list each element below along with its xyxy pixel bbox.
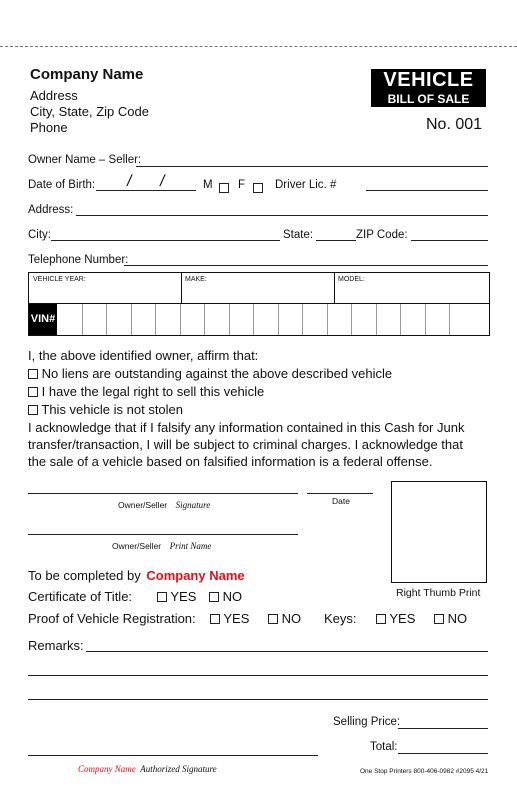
form-number: No. 001 [426, 116, 483, 133]
keys-yes [376, 611, 415, 626]
gender-m-label: M [203, 179, 213, 191]
company-name: Company Name [30, 66, 144, 83]
total-label: Total: [370, 741, 398, 753]
thumb-print-label: Right Thumb Print [396, 587, 481, 599]
vehicle-make-cell[interactable] [181, 273, 334, 303]
date-label: Date [332, 496, 350, 506]
vin-char-cell[interactable] [82, 304, 108, 335]
cert-title-no-label: NO [222, 589, 243, 604]
ack-line-2: transfer/transaction, I will be subject to criminal charges. I acknowledge that [28, 437, 463, 452]
owner-seller-label: Owner/Seller [112, 541, 162, 551]
dob-separator-1: / [125, 173, 134, 190]
proof-reg-yes-checkbox[interactable] [210, 614, 220, 624]
gender-f-checkbox[interactable] [253, 180, 263, 198]
vin-char-cell[interactable] [155, 304, 181, 335]
proof-reg-label: Proof of Vehicle Registration: [28, 611, 196, 626]
vehicle-year-label: VEHICLE YEAR: [33, 276, 86, 283]
proof-reg-no [268, 611, 301, 626]
printer-credit: One Stop Printers 800-406-0982 #2095 4/21 [360, 768, 489, 775]
dob-line[interactable] [96, 190, 196, 191]
total-line[interactable] [398, 753, 488, 754]
vin-char-cell[interactable] [180, 304, 206, 335]
print-name-line[interactable] [28, 534, 298, 535]
owner-signature-caption [118, 495, 210, 513]
company-city-state-zip: City, State, Zip Code [30, 104, 149, 119]
vin-char-cell[interactable] [302, 304, 328, 335]
vin-char-cell[interactable] [57, 304, 82, 335]
affirm-checkbox-1[interactable] [28, 369, 38, 379]
affirm-intro: I, the above identified owner, affirm that: [28, 348, 259, 363]
vin-char-cell[interactable] [327, 304, 353, 335]
vin-char-cell[interactable] [449, 304, 475, 335]
remarks-line-3[interactable] [28, 699, 488, 700]
ack-line-1: I acknowledge that if I falsify any information contained in this Cash for Junk [28, 420, 465, 435]
perforation-line [0, 46, 517, 47]
date-line[interactable] [307, 493, 373, 494]
vin-char-cell[interactable] [376, 304, 402, 335]
dob-label: Date of Birth: [28, 179, 96, 191]
telephone-label: Telephone Number: [28, 254, 129, 266]
signature-label: Signature [175, 500, 211, 510]
selling-price-label: Selling Price: [333, 716, 401, 728]
remarks-label: Remarks: [28, 638, 84, 653]
vin-char-cell[interactable] [204, 304, 230, 335]
keys-yes-label: YES [389, 611, 416, 626]
remarks-line-1[interactable] [86, 651, 488, 652]
vehicle-model-cell[interactable] [334, 273, 489, 303]
cert-title-label: Certificate of Title: [28, 589, 133, 604]
city-label: City: [28, 229, 51, 241]
vehicle-year-cell[interactable] [29, 273, 181, 303]
vin-char-cell[interactable] [131, 304, 157, 335]
vehicle-info-row [29, 273, 489, 304]
driver-lic-label: Driver Lic. # [275, 179, 337, 191]
vin-char-cell[interactable] [425, 304, 451, 335]
cert-title-yes-label: YES [170, 589, 197, 604]
thumb-print-box[interactable] [391, 481, 487, 583]
vehicle-make-label: MAKE: [185, 276, 207, 283]
zip-line[interactable] [411, 240, 488, 241]
authorized-signature-line[interactable] [28, 755, 318, 756]
authorized-signature-label: Authorized Signature [140, 764, 217, 774]
proof-reg-yes [210, 611, 249, 626]
keys-no [434, 611, 467, 626]
completion-company: Company Name [146, 568, 245, 583]
affirm-item-3 [28, 402, 183, 417]
affirm-item-2 [28, 384, 264, 399]
owner-signature-line[interactable] [28, 493, 298, 494]
keys-label: Keys: [324, 611, 357, 626]
proof-reg-no-label: NO [281, 611, 302, 626]
keys-no-checkbox[interactable] [434, 614, 444, 624]
vin-label: VIN# [29, 304, 57, 335]
print-name-caption [112, 536, 211, 554]
address-line[interactable] [76, 215, 488, 216]
dob-separator-2: / [158, 173, 167, 190]
owner-seller-label: Owner/Seller [118, 500, 168, 510]
vin-char-cell[interactable] [253, 304, 279, 335]
affirm-item-2-text: I have the legal right to sell this vehicle [41, 384, 265, 399]
form-title-line2: BILL OF SALE [387, 92, 470, 106]
proof-reg-no-checkbox[interactable] [268, 614, 278, 624]
cert-title-no [209, 589, 242, 604]
state-line[interactable] [316, 240, 356, 241]
vin-char-cell[interactable] [229, 304, 255, 335]
cert-title-no-checkbox[interactable] [209, 592, 219, 602]
completion-intro-text: To be completed by [28, 568, 141, 583]
telephone-line[interactable] [124, 265, 488, 266]
vin-char-cell[interactable] [106, 304, 132, 335]
gender-f-label: F [238, 179, 246, 191]
affirm-item-1-text: No liens are outstanding against the above described vehicle [41, 366, 393, 381]
proof-reg-yes-label: YES [223, 611, 250, 626]
city-line[interactable] [51, 240, 280, 241]
cert-title-yes-checkbox[interactable] [157, 592, 167, 602]
state-label: State: [283, 229, 314, 241]
vehicle-model-label: MODEL: [338, 276, 365, 283]
completion-intro [28, 568, 245, 583]
address-label: Address: [28, 204, 74, 216]
vehicle-table [28, 272, 490, 336]
keys-no-label: NO [447, 611, 468, 626]
company-address: Address [30, 88, 78, 103]
affirm-item-3-text: This vehicle is not stolen [41, 402, 184, 417]
vin-char-cell[interactable] [351, 304, 377, 335]
print-name-label: Print Name [169, 541, 212, 551]
affirm-item-1 [28, 366, 392, 381]
authorized-company-label: Company Name [78, 764, 136, 774]
form-title-box [371, 69, 486, 107]
keys-yes-checkbox[interactable] [376, 614, 386, 624]
company-phone: Phone [30, 120, 68, 135]
ack-line-3: the sale of a vehicle based on falsified information is a federal offense. [28, 454, 433, 469]
form-title-line1: VEHICLE [383, 69, 474, 91]
zip-label: ZIP Code: [356, 229, 408, 241]
driver-lic-line[interactable] [366, 190, 488, 191]
owner-name-label: Owner Name – Seller: [28, 154, 142, 166]
authorized-signature-caption [78, 759, 217, 777]
affirm-checkbox-2[interactable] [28, 387, 38, 397]
vin-char-cell[interactable] [400, 304, 426, 335]
owner-name-line[interactable] [136, 166, 488, 167]
affirm-checkbox-3[interactable] [28, 405, 38, 415]
cert-title-yes [157, 589, 196, 604]
gender-m-checkbox[interactable] [219, 180, 229, 198]
remarks-line-2[interactable] [28, 675, 488, 676]
vin-char-cell[interactable] [278, 304, 304, 335]
selling-price-line[interactable] [398, 728, 488, 729]
